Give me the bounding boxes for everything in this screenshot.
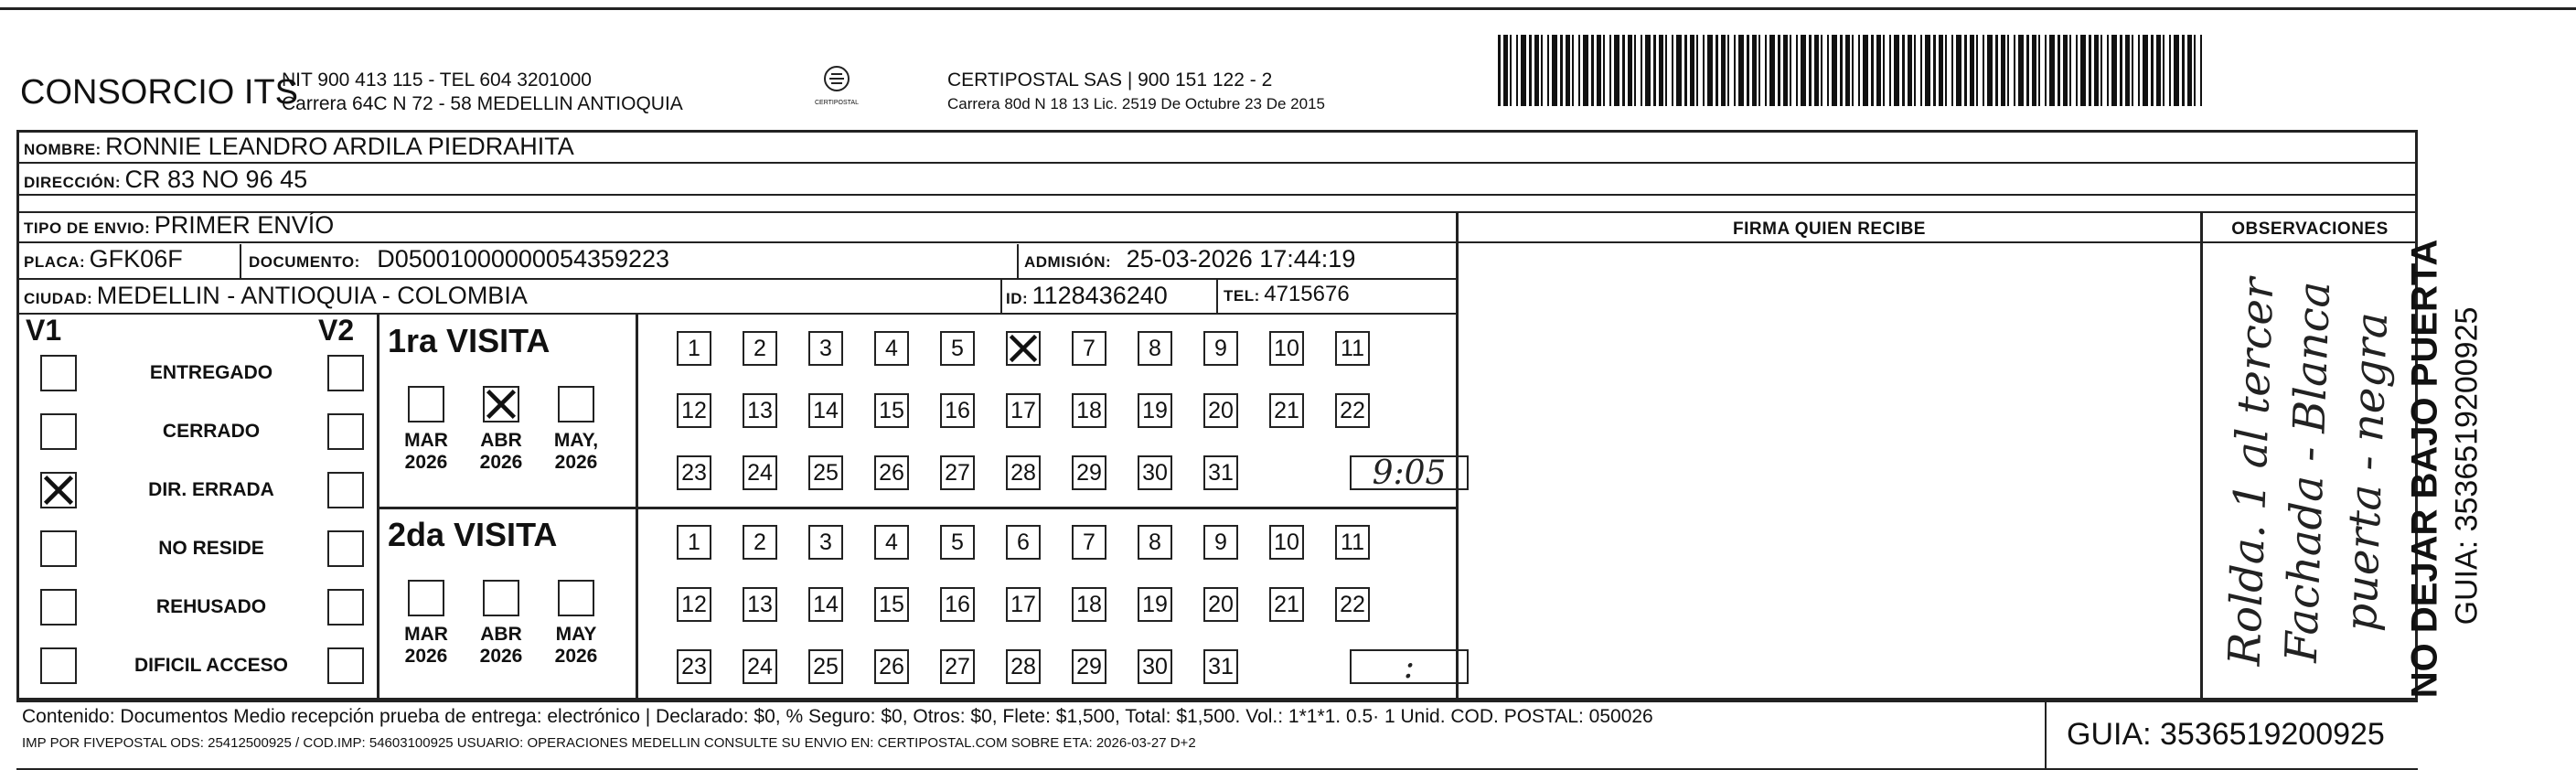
documento-field (249, 245, 669, 273)
placa-label: PLACA: (24, 253, 86, 271)
day-box[interactable] (1138, 587, 1172, 622)
day-box[interactable] (808, 587, 843, 622)
day-number: 29 (1076, 653, 1102, 679)
month-year: 2026 (404, 452, 448, 473)
day-box[interactable] (677, 393, 711, 428)
day-box[interactable] (743, 525, 777, 560)
day-box[interactable] (940, 649, 975, 684)
visit-title: 1ra VISITA (388, 322, 550, 359)
day-box[interactable] (743, 587, 777, 622)
day-box[interactable] (1006, 455, 1041, 490)
v1-checkbox[interactable] (40, 589, 77, 626)
v1-checkbox[interactable] (40, 647, 77, 684)
month-label (474, 430, 529, 474)
day-number: 14 (813, 591, 839, 617)
month-year: 2026 (404, 646, 448, 667)
direccion-field (24, 166, 307, 194)
day-number: 1 (688, 529, 700, 555)
day-number: 6 (1017, 529, 1030, 555)
handwritten-note-3: puerta - negra (2335, 311, 2399, 633)
day-box[interactable] (1138, 455, 1172, 490)
handwritten-note-1: Rolda. 1 al tercer (2218, 277, 2284, 667)
v1-checkbox[interactable] (40, 413, 77, 450)
day-number: 7 (1083, 335, 1096, 361)
day-number: 28 (1010, 653, 1036, 679)
day-number: 31 (1208, 459, 1234, 486)
company-name: CONSORCIO ITS (20, 73, 299, 112)
day-box[interactable] (743, 455, 777, 490)
day-number: 21 (1274, 591, 1299, 617)
col-divider (1000, 280, 1002, 315)
day-number: 13 (747, 397, 773, 423)
footer-content: Contenido: Documentos Medio recepción prueba de entrega: electrónico | Declarado: $0, % Seguro: $0, Otros: $0, Flete: $1,500, Total: $1,500. Vol.: 1*1*1. 0.5· 1 Unid. COD. POSTAL: 050026 (22, 706, 1653, 727)
company-nit: NIT 900 413 115 - TEL 604 3201000 (282, 70, 592, 91)
day-number: 13 (747, 591, 773, 617)
admision-label: ADMISIÓN: (1024, 253, 1112, 271)
month-name: MAR (404, 430, 448, 451)
day-number: 19 (1142, 397, 1168, 423)
row-divider (377, 507, 1458, 509)
side-guia: GUIA: 3536519200925 (2449, 306, 2485, 626)
day-box[interactable] (1138, 649, 1172, 684)
day-box[interactable] (1072, 393, 1106, 428)
day-box[interactable] (1006, 525, 1041, 560)
nombre-label: NOMBRE: (24, 141, 102, 158)
observations-header: OBSERVACIONES (2231, 219, 2389, 239)
day-box[interactable] (940, 455, 975, 490)
footer-guia-divider (2045, 700, 2047, 770)
day-box[interactable] (808, 649, 843, 684)
day-box[interactable] (1335, 393, 1370, 428)
day-number: 29 (1076, 459, 1102, 486)
tipo-field (24, 211, 334, 240)
status-label: ENTREGADO (149, 362, 273, 383)
day-box[interactable] (677, 331, 711, 366)
month-name: MAY, (553, 430, 599, 451)
day-box[interactable] (1203, 649, 1238, 684)
day-number: 4 (885, 529, 898, 555)
day-box[interactable] (743, 393, 777, 428)
v2-checkbox[interactable] (327, 589, 364, 626)
day-box[interactable] (874, 587, 909, 622)
day-box[interactable] (1203, 393, 1238, 428)
day-box[interactable] (1138, 393, 1172, 428)
carrier-name: CERTIPOSTAL SAS | 900 151 122 - 2 (947, 70, 1273, 91)
v2-checkbox[interactable] (327, 530, 364, 567)
time-box[interactable] (1350, 455, 1469, 490)
day-number: 14 (813, 397, 839, 423)
day-number: 20 (1208, 591, 1234, 617)
month-label (549, 624, 604, 668)
day-box[interactable] (1203, 455, 1238, 490)
barcode (1498, 35, 2202, 106)
v2-checkbox[interactable] (327, 472, 364, 508)
day-box[interactable] (1203, 331, 1238, 366)
status-label: CERRADO (162, 421, 261, 442)
status-label: REHUSADO (155, 596, 267, 617)
row-divider (1456, 241, 2418, 243)
col-divider (1216, 280, 1218, 315)
certipostal-logo (814, 64, 860, 115)
tel-field (1224, 282, 1350, 307)
day-box[interactable] (1138, 525, 1172, 560)
documento-label: DOCUMENTO: (249, 253, 360, 271)
month-checkbox[interactable] (483, 386, 519, 422)
day-box[interactable] (1138, 331, 1172, 366)
x-mark-icon (485, 388, 518, 421)
status-label: DIR. ERRADA (148, 479, 274, 500)
day-number: 22 (1340, 397, 1365, 423)
day-number: 9 (1214, 529, 1227, 555)
month-checkbox[interactable] (408, 386, 444, 422)
day-number: 25 (813, 459, 839, 486)
day-box[interactable] (1072, 455, 1106, 490)
day-number: 26 (879, 653, 904, 679)
company-address: Carrera 64C N 72 - 58 MEDELLIN ANTIOQUIA (282, 93, 683, 114)
day-number: 24 (747, 653, 773, 679)
day-box[interactable] (1072, 587, 1106, 622)
day-box[interactable] (1269, 525, 1304, 560)
day-box[interactable] (874, 331, 909, 366)
day-number: 12 (681, 591, 707, 617)
logo-icon (822, 64, 851, 93)
month-label (399, 430, 454, 474)
day-box[interactable] (677, 525, 711, 560)
day-number: 15 (879, 591, 904, 617)
day-number: 17 (1010, 591, 1036, 617)
row-divider (16, 162, 2418, 164)
month-label (549, 430, 604, 474)
x-mark-icon (1008, 333, 1039, 364)
visit-title: 2da VISITA (388, 516, 558, 553)
day-number: 16 (945, 397, 970, 423)
day-box[interactable] (743, 649, 777, 684)
day-box[interactable] (1072, 331, 1106, 366)
day-box[interactable] (874, 393, 909, 428)
month-label (399, 624, 454, 668)
id-field (1006, 282, 1168, 310)
month-year: 2026 (479, 646, 523, 667)
day-box[interactable] (1269, 331, 1304, 366)
day-number: 7 (1083, 529, 1096, 555)
placa-field (24, 245, 183, 273)
visit-time: 9:05 (1372, 454, 1447, 492)
v2-checkbox[interactable] (327, 355, 364, 391)
day-number: 15 (879, 397, 904, 423)
day-box[interactable] (1006, 331, 1041, 366)
day-box[interactable] (677, 587, 711, 622)
day-box[interactable] (808, 331, 843, 366)
col-divider (2200, 211, 2203, 700)
day-number: 5 (951, 529, 964, 555)
day-box[interactable] (874, 649, 909, 684)
status-label: DIFICIL ACCESO (134, 655, 288, 676)
visit-time: : (1403, 647, 1416, 686)
placa-value: GFK06F (89, 245, 183, 273)
day-box[interactable] (1006, 393, 1041, 428)
day-box[interactable] (1072, 649, 1106, 684)
day-number: 16 (945, 591, 970, 617)
carrier-address: Carrera 80d N 18 13 Lic. 2519 De Octubre 23 De 2015 (947, 95, 1325, 112)
month-year: 2026 (554, 646, 598, 667)
day-number: 5 (951, 335, 964, 361)
v1-label: V1 (26, 314, 62, 347)
side-warning: NO DEJAR BAJO PUERTA (2404, 239, 2445, 699)
month-checkbox[interactable] (408, 580, 444, 616)
v1-checkbox[interactable] (40, 530, 77, 567)
month-year: 2026 (554, 452, 598, 473)
day-number: 30 (1142, 459, 1168, 486)
month-name: MAY (555, 624, 597, 645)
day-box[interactable] (677, 455, 711, 490)
day-number: 10 (1274, 529, 1299, 555)
day-box[interactable] (940, 393, 975, 428)
month-label (474, 624, 529, 668)
documento-value: D05001000000054359223 (377, 245, 670, 273)
day-box[interactable] (1269, 587, 1304, 622)
time-box[interactable] (1350, 649, 1469, 684)
day-box[interactable] (1335, 587, 1370, 622)
tel-label: TEL: (1224, 287, 1260, 305)
col-divider (1017, 244, 1019, 279)
day-box[interactable] (743, 331, 777, 366)
day-number: 23 (681, 653, 707, 679)
day-box[interactable] (940, 587, 975, 622)
day-box[interactable] (808, 455, 843, 490)
v1-checkbox[interactable] (40, 355, 77, 391)
day-box[interactable] (677, 649, 711, 684)
day-number: 8 (1149, 529, 1161, 555)
day-box[interactable] (1203, 587, 1238, 622)
month-year: 2026 (479, 452, 523, 473)
row-divider (16, 211, 2418, 213)
day-number: 28 (1010, 459, 1036, 486)
day-number: 2 (754, 529, 766, 555)
month-name: ABR (480, 624, 522, 645)
footer-guia: GUIA: 3536519200925 (2067, 717, 2385, 752)
day-number: 30 (1142, 653, 1168, 679)
day-box[interactable] (1006, 587, 1041, 622)
day-number: 31 (1208, 653, 1234, 679)
v1-checkbox[interactable] (40, 472, 77, 508)
day-box[interactable] (940, 331, 975, 366)
ciudad-label: CIUDAD: (24, 290, 93, 307)
day-number: 3 (819, 335, 832, 361)
nombre-value: RONNIE LEANDRO ARDILA PIEDRAHITA (105, 133, 574, 160)
id-label: ID: (1006, 290, 1029, 307)
x-mark-icon (42, 474, 75, 507)
v2-checkbox[interactable] (327, 413, 364, 450)
day-box[interactable] (1269, 393, 1304, 428)
ciudad-field (24, 282, 528, 310)
day-number: 2 (754, 335, 766, 361)
day-number: 17 (1010, 397, 1036, 423)
row-divider (16, 278, 1456, 280)
day-number: 20 (1208, 397, 1234, 423)
ciudad-value: MEDELLIN - ANTIOQUIA - COLOMBIA (96, 282, 528, 309)
tipo-value: PRIMER ENVÍO (154, 211, 335, 239)
row-divider (16, 241, 1456, 243)
nombre-field (24, 133, 574, 161)
tipo-label: TIPO DE ENVIO: (24, 219, 151, 237)
day-box[interactable] (940, 525, 975, 560)
logo-text: CERTIPOSTAL (815, 100, 859, 106)
month-checkbox[interactable] (558, 386, 594, 422)
day-number: 1 (688, 335, 700, 361)
day-box[interactable] (1203, 525, 1238, 560)
day-number: 19 (1142, 591, 1168, 617)
month-checkbox[interactable] (558, 580, 594, 616)
day-number: 18 (1076, 591, 1102, 617)
v2-label: V2 (318, 314, 355, 347)
day-number: 12 (681, 397, 707, 423)
col-divider (240, 244, 241, 279)
day-box[interactable] (1006, 649, 1041, 684)
day-number: 23 (681, 459, 707, 486)
day-box[interactable] (874, 525, 909, 560)
day-number: 10 (1274, 335, 1299, 361)
day-number: 21 (1274, 397, 1299, 423)
admision-field (1024, 245, 1355, 273)
day-number: 26 (879, 459, 904, 486)
tel-value: 4715676 (1264, 282, 1350, 306)
footer-imp: IMP POR FIVEPOSTAL ODS: 25412500925 / COD.IMP: 54603100925 USUARIO: OPERACIONES MEDELLIN CONSULTE SU ENVIO EN: CERTIPOSTAL.COM SOBRE ETA: 2026-03-27 D+2 (22, 735, 1196, 751)
day-number: 25 (813, 653, 839, 679)
day-number: 11 (1341, 529, 1364, 555)
signature-area (1459, 243, 2200, 698)
month-name: MAR (404, 624, 448, 645)
month-checkbox[interactable] (483, 580, 519, 616)
day-number: 3 (819, 529, 832, 555)
day-box[interactable] (808, 393, 843, 428)
day-number: 22 (1340, 591, 1365, 617)
day-box[interactable] (1335, 525, 1370, 560)
day-number: 9 (1214, 335, 1227, 361)
row-divider (16, 194, 2418, 196)
status-label: NO RESIDE (158, 538, 264, 559)
day-number: 11 (1341, 335, 1364, 361)
day-box[interactable] (874, 455, 909, 490)
month-name: ABR (480, 430, 522, 451)
v2-checkbox[interactable] (327, 647, 364, 684)
direccion-value: CR 83 NO 96 45 (124, 166, 308, 193)
day-box[interactable] (1335, 331, 1370, 366)
day-number: 18 (1076, 397, 1102, 423)
id-value: 1128436240 (1031, 282, 1168, 309)
signature-header: FIRMA QUIEN RECIBE (1733, 219, 1926, 239)
day-number: 24 (747, 459, 773, 486)
row-divider (16, 313, 1456, 315)
handwritten-note-2: Fachada - Blanca (2275, 280, 2341, 664)
direccion-label: DIRECCIÓN: (24, 174, 122, 191)
top-rule (0, 7, 2576, 10)
day-box[interactable] (808, 525, 843, 560)
day-box[interactable] (1072, 525, 1106, 560)
day-number: 4 (885, 335, 898, 361)
day-number: 8 (1149, 335, 1161, 361)
day-number: 27 (945, 653, 970, 679)
admision-value: 25-03-2026 17:44:19 (1126, 245, 1356, 273)
day-number: 27 (945, 459, 970, 486)
